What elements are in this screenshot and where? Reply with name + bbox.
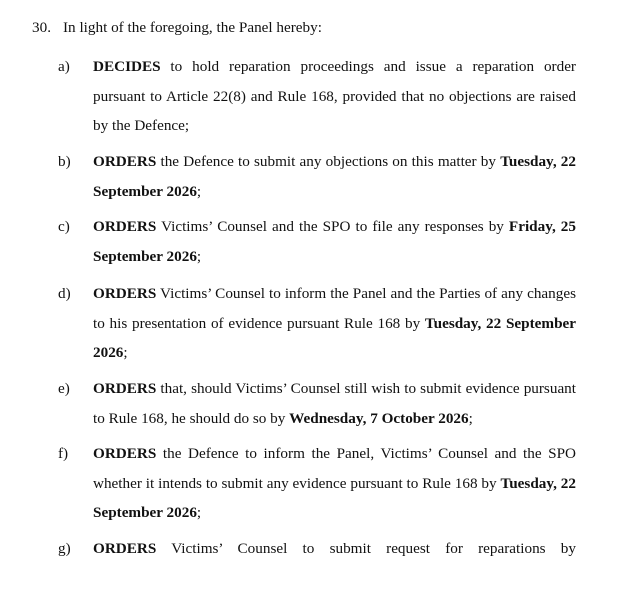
item-verb: ORDERS [93,445,157,462]
item-tail: ; [123,344,128,361]
item-verb: ORDERS [93,153,157,170]
item-body: the Defence to submit any objections on this matter by [156,153,501,170]
item-body: Victims’ Counsel to inform the Panel and the Parties of any changes to his presentation of evidence pursuant Rule 168 by [93,285,576,332]
item-letter: a) [58,58,70,75]
item-letter: d) [58,285,71,302]
item-letter: g) [58,540,71,557]
item-verb: ORDERS [93,218,157,235]
item-verb: ORDERS [93,285,157,302]
item-body: Victims’ Counsel and the SPO to file any responses by [156,218,509,235]
item-text [93,374,576,433]
item-tail: ; [468,409,473,427]
item-verb: DECIDES [93,58,161,75]
item-verb: ORDERS [93,540,157,557]
item-body: the Defence to inform the Panel, Victims’ Counsel and the SPO whether it intends to submit any evidence pursuant to Rule 168 by [93,445,576,492]
item-letter: b) [58,153,71,170]
item-deadline: Tuesday, 22 September 2026 [93,474,576,521]
item-text [93,147,576,206]
item-text [93,534,576,564]
item-text [93,52,576,141]
item-tail: ; [196,504,202,521]
item-deadline: Friday, 25 September 2026 [93,218,576,265]
item-deadline: Tuesday, 22 September 2026 [93,314,576,361]
paragraph-number: 30. [32,19,51,36]
paragraph-lead: In light of the foregoing, the Panel hereby: [63,19,322,36]
item-deadline: Wednesday, 7 October 2026 [289,409,469,427]
item-tail: ; [196,182,202,200]
item-tail: ; [196,247,202,265]
item-letter: e) [58,380,70,397]
item-deadline: Tuesday, 22 September 2026 [93,153,576,200]
item-body: Victims’ Counsel to submit request for reparations by [156,540,576,557]
item-text [93,279,576,368]
item-body: to hold reparation proceedings and issue a reparation order pursuant to Article 22(8) and Rule 168, provided that no objections are raised by the Defence; [93,58,576,134]
item-text [93,212,576,271]
item-text [93,439,576,528]
item-letter: f) [58,445,69,462]
item-body: that, should Victims’ Counsel still wish to submit evidence pursuant to Rule 168, he should do so by [93,380,576,427]
item-verb: ORDERS [93,380,157,397]
item-letter: c) [58,218,70,235]
